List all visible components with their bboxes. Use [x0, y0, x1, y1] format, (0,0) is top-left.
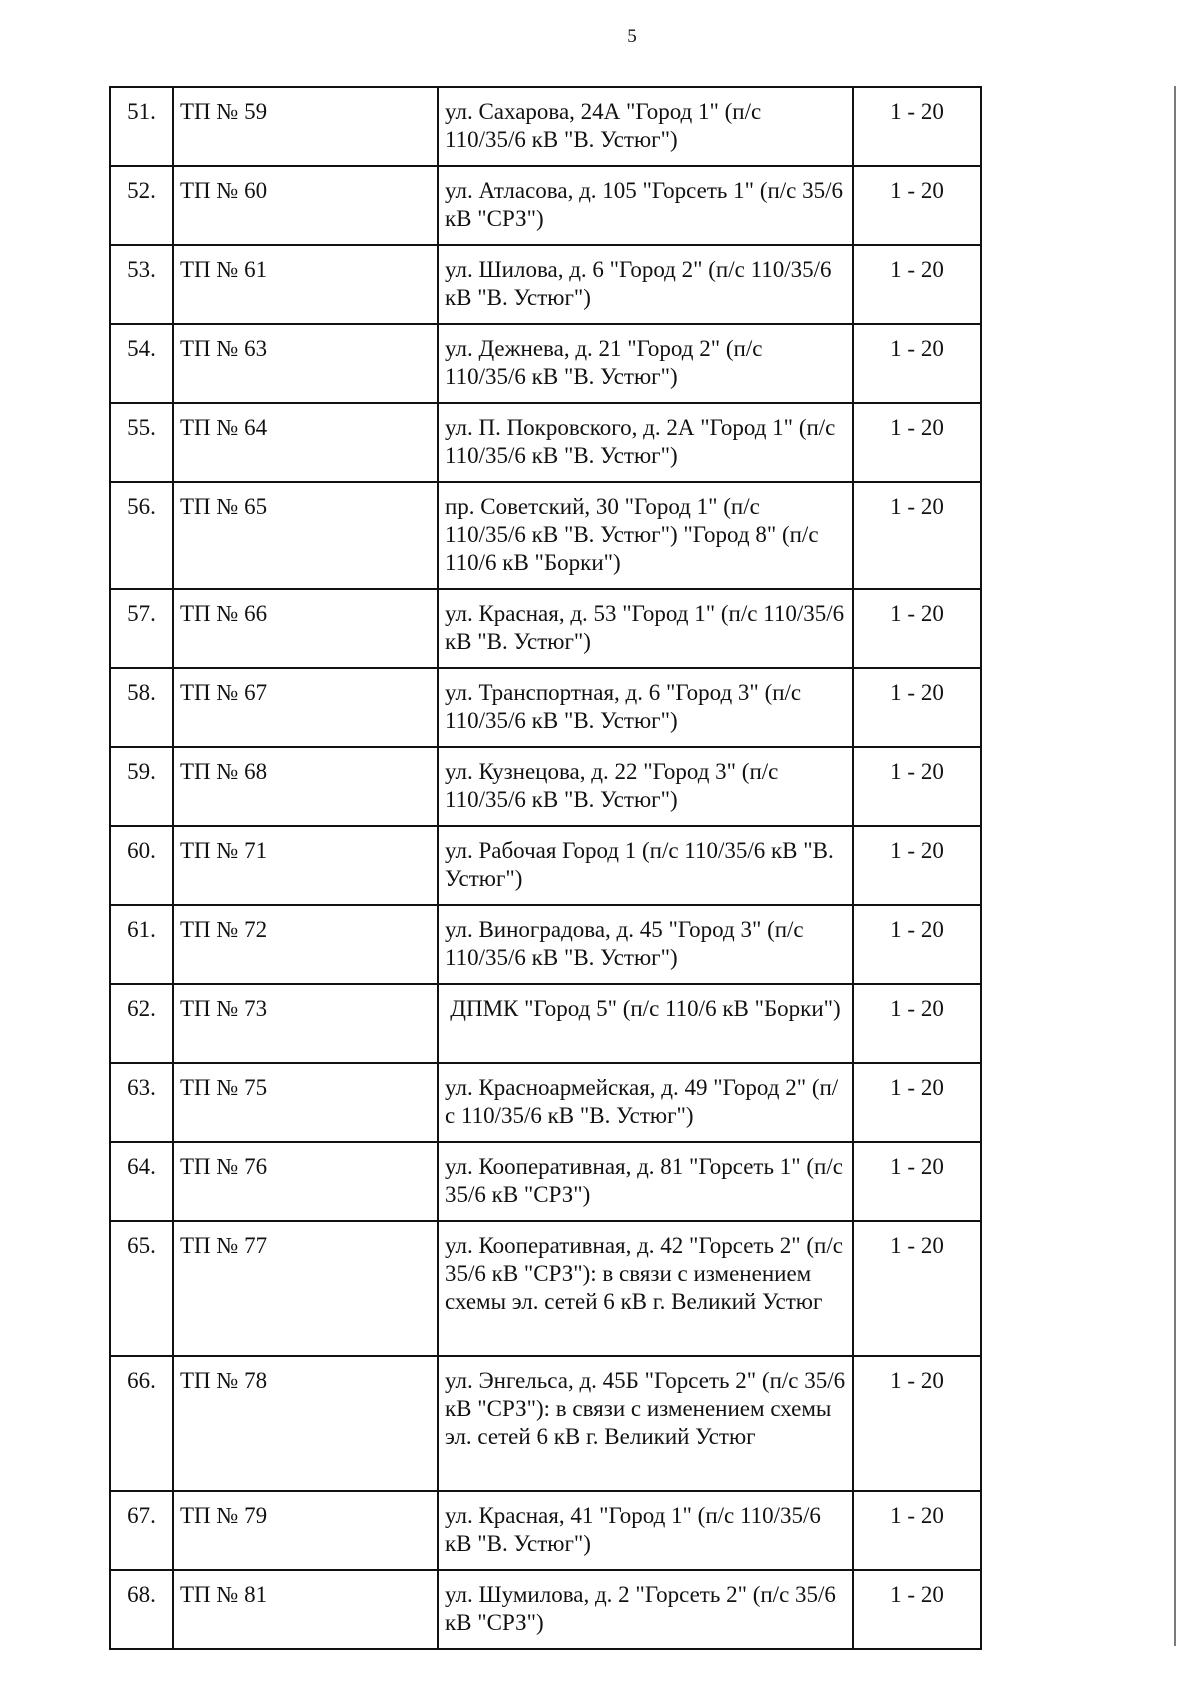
substation-id: ТП № 65	[173, 482, 438, 589]
category-range: 1 - 20	[853, 747, 981, 826]
page-number: 5	[627, 26, 637, 47]
category-range: 1 - 20	[853, 1063, 981, 1142]
category-range: 1 - 20	[853, 1570, 981, 1649]
table-row	[110, 826, 981, 905]
category-range: 1 - 20	[853, 984, 981, 1063]
row-number: 65.	[110, 1221, 173, 1356]
address: ул. П. Покровского, д. 2А "Город 1" (п/с 110/35/6 кВ "В. Устюг")	[438, 403, 853, 482]
table-row	[110, 1142, 981, 1221]
substation-id: ТП № 72	[173, 905, 438, 984]
table-row	[110, 1221, 981, 1356]
row-number: 61.	[110, 905, 173, 984]
substation-id: ТП № 71	[173, 826, 438, 905]
category-range: 1 - 20	[853, 1491, 981, 1570]
table-row	[110, 668, 981, 747]
substation-id: ТП № 78	[173, 1356, 438, 1491]
substation-id: ТП № 67	[173, 668, 438, 747]
address: ул. Красноармейская, д. 49 "Город 2" (п/с 110/35/6 кВ "В. Устюг")	[438, 1063, 853, 1142]
category-range: 1 - 20	[853, 324, 981, 403]
address: ул. Шумилова, д. 2 "Горсеть 2" (п/с 35/6 кВ "СРЗ")	[438, 1570, 853, 1649]
row-number: 56.	[110, 482, 173, 589]
substation-id: ТП № 59	[173, 87, 438, 166]
category-range: 1 - 20	[853, 245, 981, 324]
row-number: 54.	[110, 324, 173, 403]
category-range: 1 - 20	[853, 403, 981, 482]
address: ул. Кузнецова, д. 22 "Город 3" (п/с 110/35/6 кВ "В. Устюг")	[438, 747, 853, 826]
table-row	[110, 403, 981, 482]
category-range: 1 - 20	[853, 1221, 981, 1356]
page-edge-rule	[1174, 86, 1176, 1646]
table-row	[110, 1063, 981, 1142]
substation-id: ТП № 75	[173, 1063, 438, 1142]
row-number: 55.	[110, 403, 173, 482]
table-row	[110, 1570, 981, 1649]
row-number: 59.	[110, 747, 173, 826]
address: ул. Виноградова, д. 45 "Город 3" (п/с 110/35/6 кВ "В. Устюг")	[438, 905, 853, 984]
category-range: 1 - 20	[853, 482, 981, 589]
substation-id: ТП № 61	[173, 245, 438, 324]
category-range: 1 - 20	[853, 1142, 981, 1221]
substation-table	[109, 86, 982, 1650]
address: ул. Транспортная, д. 6 "Город 3" (п/с 110/35/6 кВ "В. Устюг")	[438, 668, 853, 747]
address: ул. Атласова, д. 105 "Горсеть 1" (п/с 35/6 кВ "СРЗ")	[438, 166, 853, 245]
row-number: 63.	[110, 1063, 173, 1142]
address: ул. Шилова, д. 6 "Город 2" (п/с 110/35/6 кВ "В. Устюг")	[438, 245, 853, 324]
category-range: 1 - 20	[853, 87, 981, 166]
row-number: 51.	[110, 87, 173, 166]
table-row	[110, 245, 981, 324]
substation-id: ТП № 60	[173, 166, 438, 245]
substation-id: ТП № 77	[173, 1221, 438, 1356]
row-number: 58.	[110, 668, 173, 747]
row-number: 60.	[110, 826, 173, 905]
category-range: 1 - 20	[853, 668, 981, 747]
category-range: 1 - 20	[853, 589, 981, 668]
row-number: 66.	[110, 1356, 173, 1491]
table-row	[110, 324, 981, 403]
address: ул. Дежнева, д. 21 "Город 2" (п/с 110/35/6 кВ "В. Устюг")	[438, 324, 853, 403]
table-row	[110, 87, 981, 166]
row-number: 68.	[110, 1570, 173, 1649]
row-number: 67.	[110, 1491, 173, 1570]
category-range: 1 - 20	[853, 826, 981, 905]
substation-id: ТП № 76	[173, 1142, 438, 1221]
row-number: 57.	[110, 589, 173, 668]
substation-id: ТП № 79	[173, 1491, 438, 1570]
address: пр. Советский, 30 "Город 1" (п/с 110/35/6 кВ "В. Устюг") "Город 8" (п/с 110/6 кВ "Борки")	[438, 482, 853, 589]
table-row	[110, 482, 981, 589]
address: ул. Кооперативная, д. 42 "Горсеть 2" (п/с 35/6 кВ "СРЗ"): в связи с изменением схемы эл. сетей 6 кВ г. Великий Устюг	[438, 1221, 853, 1356]
table-row	[110, 589, 981, 668]
address: ул. Сахарова, 24А "Город 1" (п/с 110/35/6 кВ "В. Устюг")	[438, 87, 853, 166]
table-row	[110, 747, 981, 826]
row-number: 53.	[110, 245, 173, 324]
table-row	[110, 166, 981, 245]
table-row	[110, 905, 981, 984]
substation-id: ТП № 73	[173, 984, 438, 1063]
address: ул. Рабочая Город 1 (п/с 110/35/6 кВ "В. Устюг")	[438, 826, 853, 905]
table-row	[110, 1356, 981, 1491]
address: ДПМК "Город 5" (п/с 110/6 кВ "Борки")	[438, 984, 853, 1063]
table-row	[110, 1491, 981, 1570]
substation-id: ТП № 66	[173, 589, 438, 668]
substation-id: ТП № 64	[173, 403, 438, 482]
row-number: 62.	[110, 984, 173, 1063]
row-number: 64.	[110, 1142, 173, 1221]
table-row	[110, 984, 981, 1063]
address: ул. Красная, 41 "Город 1" (п/с 110/35/6 кВ "В. Устюг")	[438, 1491, 853, 1570]
address: ул. Энгельса, д. 45Б "Горсеть 2" (п/с 35/6 кВ "СРЗ"): в связи с изменением схемы эл. сетей 6 кВ г. Великий Устюг	[438, 1356, 853, 1491]
substation-id: ТП № 81	[173, 1570, 438, 1649]
category-range: 1 - 20	[853, 1356, 981, 1491]
substation-id: ТП № 63	[173, 324, 438, 403]
address: ул. Кооперативная, д. 81 "Горсеть 1" (п/с 35/6 кВ "СРЗ")	[438, 1142, 853, 1221]
category-range: 1 - 20	[853, 905, 981, 984]
address: ул. Красная, д. 53 "Город 1" (п/с 110/35/6 кВ "В. Устюг")	[438, 589, 853, 668]
substation-id: ТП № 68	[173, 747, 438, 826]
category-range: 1 - 20	[853, 166, 981, 245]
row-number: 52.	[110, 166, 173, 245]
